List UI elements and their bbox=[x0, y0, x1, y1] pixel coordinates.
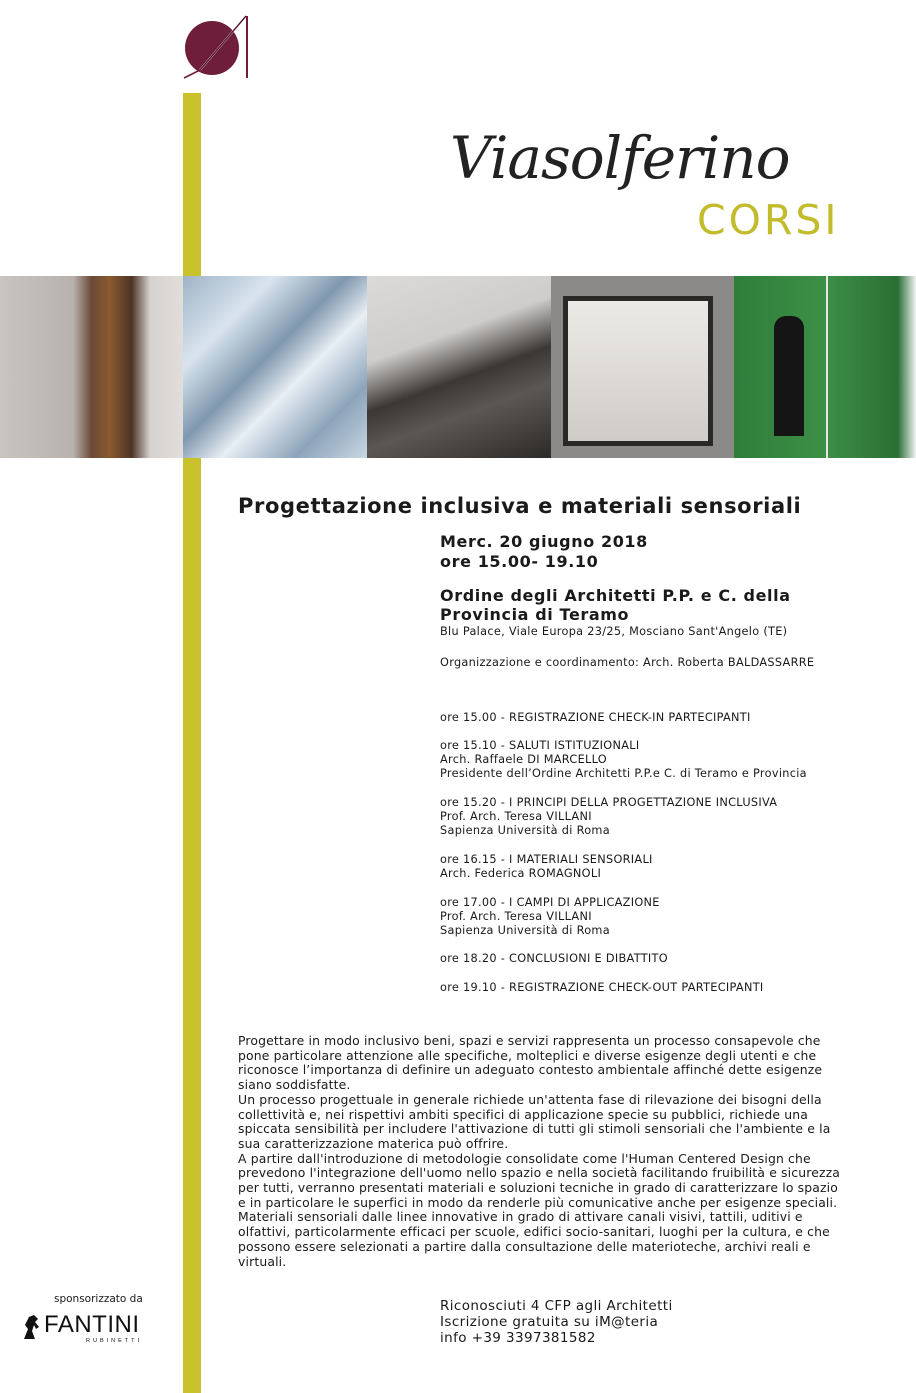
contact-phone: info +39 3397381582 bbox=[440, 1330, 596, 1346]
program-item bbox=[440, 981, 764, 995]
description bbox=[238, 1034, 842, 1269]
event-title: Progettazione inclusiva e materiali sensoriali bbox=[238, 494, 802, 518]
photo-material-folds bbox=[183, 276, 367, 458]
footer-info bbox=[440, 1298, 673, 1346]
venue-address: Blu Palace, Viale Europa 23/25, Mosciano Sant'Angelo (TE) bbox=[440, 625, 788, 638]
program-line: Sapienza Università di Roma bbox=[440, 924, 610, 938]
sponsor-logo bbox=[20, 1309, 160, 1349]
program-line: ore 19.10 - REGISTRAZIONE CHECK-OUT PARTECIPANTI bbox=[440, 981, 764, 994]
logo-mark-icon bbox=[180, 14, 252, 80]
brand-script bbox=[450, 120, 850, 200]
program-line: ore 16.15 - I MATERIALI SENSORIALI bbox=[440, 853, 653, 866]
program-line: Sapienza Università di Roma bbox=[440, 824, 610, 838]
sponsor-tagline: RUBINETTI bbox=[86, 1338, 143, 1344]
sponsor-name: FANTINI bbox=[44, 1311, 140, 1338]
program-line: ore 18.20 - CONCLUSIONI E DIBATTITO bbox=[440, 952, 668, 965]
description-paragraph: Un processo progettuale in generale richiede un'attenta fase di rilevazione dei bisogni della collettività e, nei rispettivi ambiti specifici di applicazione specie su pubblici, richiede una spiccata sensibilità per includere l'attivazione di tutti gli stimoli sensoriali che l'ambiente e la sua caratterizzazione materica può offrire. bbox=[238, 1091, 831, 1151]
cfp-note: Riconosciuti 4 CFP agli Architetti bbox=[440, 1298, 673, 1314]
photo-strip bbox=[0, 276, 916, 458]
photo-pebble-pavement bbox=[367, 276, 551, 458]
brand-subtitle: CORSI bbox=[697, 196, 840, 244]
event-time: ore 15.00- 19.10 bbox=[440, 552, 599, 571]
program-item bbox=[440, 739, 807, 782]
venue-name-line1: Ordine degli Architetti P.P. e C. della bbox=[440, 586, 791, 605]
description-paragraph: Progettare in modo inclusivo beni, spazi e servizi rappresenta un processo consapevole che pone particolare attenzione alle specifiche, molteplici e diverse esigenze degli utenti e che riconosce l’importanza di definire un adeguato contesto ambientale affinché dette esigenze siano soddisfatte. bbox=[238, 1033, 823, 1093]
horse-icon bbox=[20, 1313, 44, 1341]
registration-note: Iscrizione gratuita su iM@teria bbox=[440, 1314, 659, 1330]
description-paragraph: A partire dall'introduzione di metodologie consolidate come l'Human Centered Design che prevedono l'integrazione dell'uomo nello spazio e nella società facilitando fruibilità e sicurezza per tutti, verranno presentati materiali e soluzioni tecniche in grado di caratterizzare lo spazio e in particolare le superfici in modo da renderle più comunicative anche per esigenze speciali. bbox=[238, 1150, 841, 1210]
svg-text:Viasolferino: Viasolferino bbox=[450, 124, 790, 192]
program-item bbox=[440, 853, 653, 881]
event-date: Merc. 20 giugno 2018 bbox=[440, 532, 648, 551]
venue-name-line2: Provincia di Teramo bbox=[440, 605, 630, 624]
program-line: Arch. Raffaele DI MARCELLO bbox=[440, 753, 607, 767]
program-line: ore 15.00 - REGISTRAZIONE CHECK-IN PARTECIPANTI bbox=[440, 711, 751, 724]
program-item bbox=[440, 711, 751, 725]
program-line: ore 17.00 - I CAMPI DI APPLICAZIONE bbox=[440, 896, 660, 909]
program-line: ore 15.20 - I PRINCIPI DELLA PROGETTAZIONE INCLUSIVA bbox=[440, 796, 778, 809]
program-item bbox=[440, 896, 660, 939]
program-line: ore 15.10 - SALUTI ISTITUZIONALI bbox=[440, 739, 640, 752]
photo-tactile-tiles bbox=[551, 276, 734, 458]
program-line: Prof. Arch. Teresa VILLANI bbox=[440, 810, 592, 824]
description-paragraph: Materiali sensoriali dalle linee innovative in grado di attivare canali visivi, tattili, uditivi e olfattivi, particolarmente efficaci per scuole, edifici socio-sanitari, luoghi per la cultura, e che possono essere selezionati a partire dalla consultazione delle materioteche, archivi reali e virtuali. bbox=[238, 1209, 830, 1269]
organization: Organizzazione e coordinamento: Arch. Roberta BALDASSARRE bbox=[440, 656, 815, 669]
photo-material-wood bbox=[0, 276, 183, 458]
sponsor-label: sponsorizzato da bbox=[54, 1293, 143, 1305]
program-line: Prof. Arch. Teresa VILLANI bbox=[440, 910, 592, 924]
program-line: Arch. Federica ROMAGNOLI bbox=[440, 867, 602, 881]
photo-green-wall bbox=[734, 276, 916, 458]
program-line: Presidente dell’Ordine Architetti P.P.e C. di Teramo e Provincia bbox=[440, 767, 807, 781]
program-item bbox=[440, 796, 777, 839]
program-item bbox=[440, 952, 668, 966]
